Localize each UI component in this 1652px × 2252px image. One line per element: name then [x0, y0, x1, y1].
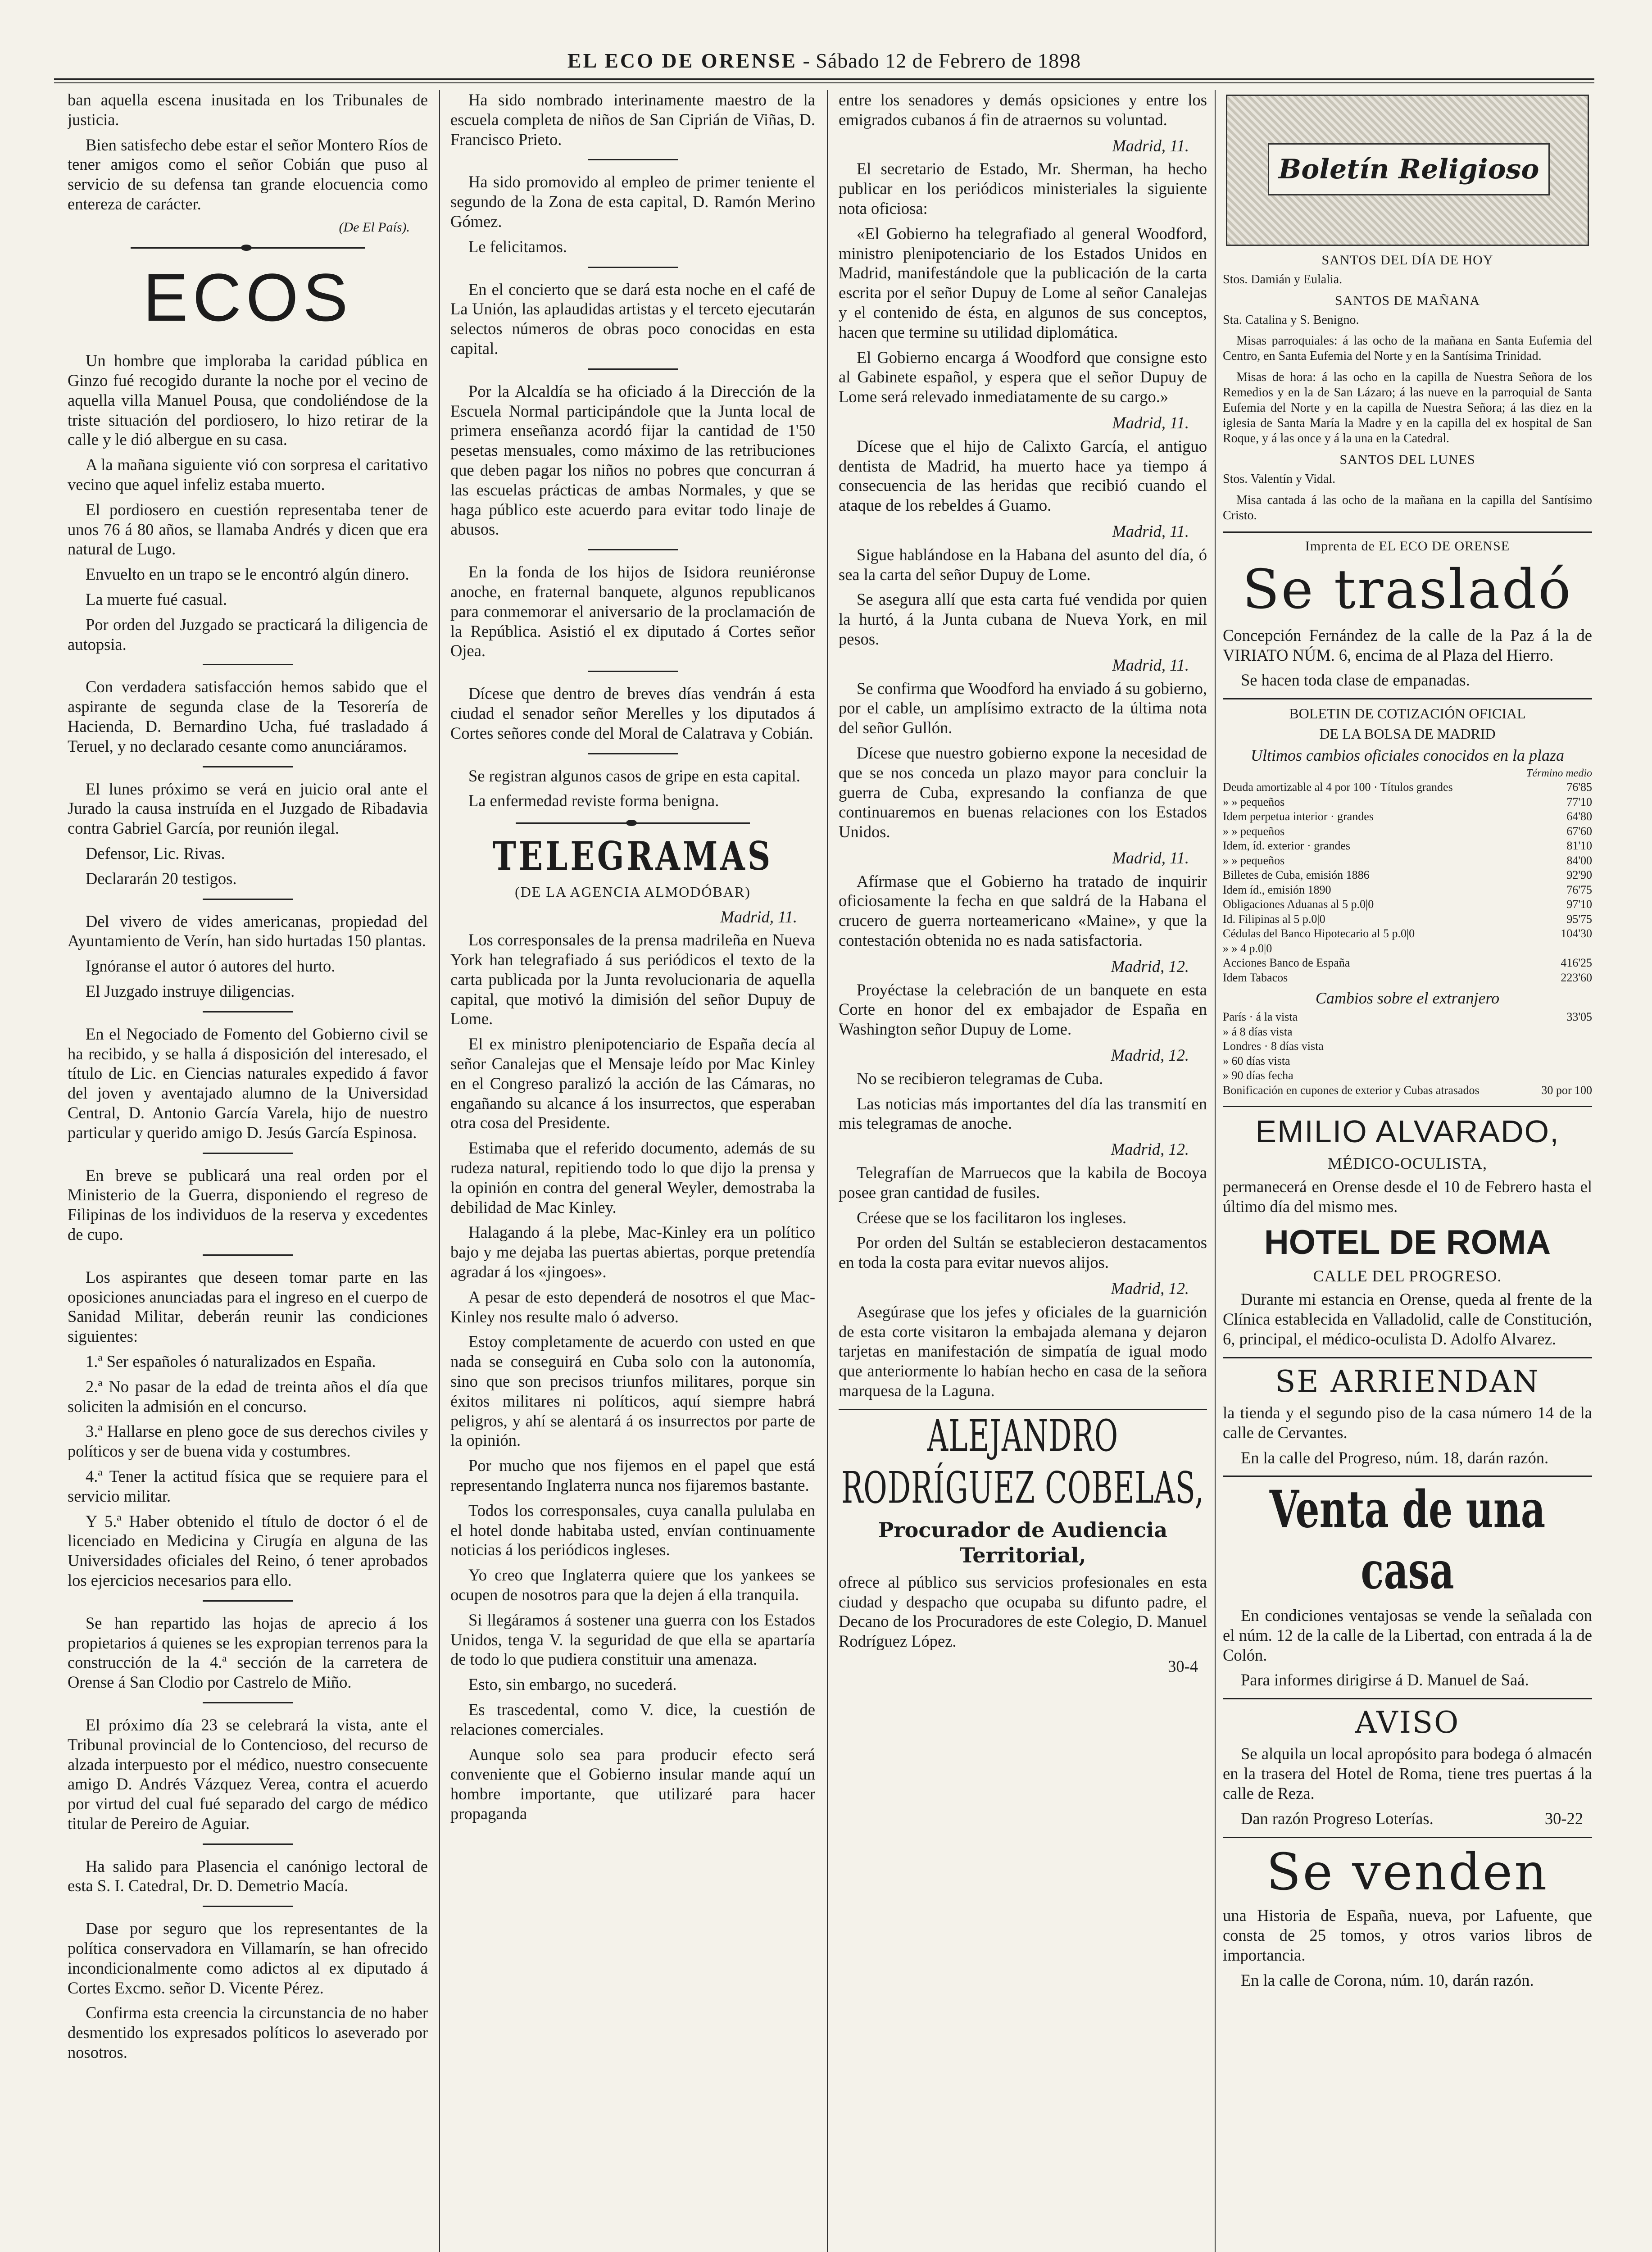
misas-hora: Misas de hora: á las ocho en la capilla de Nuestra Señora de los Remedios y en la de San Lázaro; á las nueve en la parroquial de Santa Eufemia del Norte y en la capilla de Nuestra Señora; á las diez en la iglesia de Santa María la Madre y en la capilla del ex hospital de San Roque, y á las once y á la una en la Catedral.: [1223, 370, 1592, 446]
column-3: [839, 90, 1207, 2252]
paragraph: Aunque solo sea para producir efecto será conveniente que el Gobierno insular mande aquí un hombre importante, que utilizaré para hacer propaganda: [450, 1745, 815, 1823]
quote-label: » 60 días vista: [1223, 1054, 1290, 1067]
telegram-agency: (DE LA AGENCIA ALMODÓBAR): [515, 884, 751, 900]
paragraph: Le felicitamos.: [468, 237, 567, 256]
ad-hotel-street: CALLE DEL PROGRESO.: [1313, 1267, 1502, 1285]
paragraph: Ha sido promovido al empleo de primer teniente el segundo de la Zona de esta capital, D. Ramón Merino Gómez.: [450, 173, 815, 231]
paragraph: «El Gobierno ha telegrafiado al general Woodford, ministro plenipotenciario de los Estados Unidos en Madrid, manifestándole que la publicación de la carta escrita por el señor Dupuy de Lome al señor Canalejas y el contenido de ésta, en algunos de sus conceptos, hacen que termine su utilidad diplomática.: [839, 224, 1207, 341]
item-separator: [203, 1600, 293, 1602]
ad-hotel-title: HOTEL DE ROMA: [1264, 1223, 1551, 1262]
quote-value: [1534, 1039, 1592, 1054]
paragraph: El lunes próximo se verá en juicio oral ante el Jurado la causa instruída en el Juzgado de Ribadavia contra Gabriel García, por reunión ilegal.: [68, 779, 428, 838]
paragraph: Se asegura allí que esta carta fué vendida por quien la hurtó, á la Junta cubana de Nueva York, en mil pesos.: [839, 590, 1207, 648]
quote-row: [1223, 1068, 1592, 1083]
paragraph: En la fonda de los hijos de Isidora reuniéronse anoche, en fraternal banquete, algunos republicanos para conmemorar el aniversario de la proclamación de la República. Asistió el ex diputado á Cortes señor Ojea.: [450, 563, 815, 660]
column-divider: [439, 90, 440, 2252]
paragraph: Por orden del Sultán se establecieron destacamentos en toda la costa para evitar nuevos alijos.: [839, 1233, 1207, 1272]
quote-label: Acciones Banco de España: [1223, 956, 1350, 970]
paragraph: A la mañana siguiente vió con sorpresa el caritativo vecino que aquel infeliz estaba muerto.: [68, 455, 428, 494]
quote-label: Idem Tabacos: [1223, 971, 1288, 984]
paragraph: Dícese que dentro de breves días vendrán á esta ciudad el senador señor Merelles y los diputados á Cortes señores conde del Moral de Calatrava y Cobián.: [450, 684, 815, 742]
masthead: EL ECO DE ORENSE: [567, 49, 797, 72]
quote-value: [1534, 941, 1592, 956]
paragraph: Asegúrase que los jefes y oficiales de la guarnición de esta corte visitaron la embajada alemana y dejaron tarjetas en manifestación de simpatía de igual modo que anteriormente lo habían hecho en casa de la señora marquesa de la Laguna.: [839, 1302, 1207, 1400]
paragraph: El secretario de Estado, Mr. Sherman, ha hecho publicar en los periódicos ministeriales la siguiente nota oficiosa:: [839, 159, 1207, 218]
quote-row: [1223, 941, 1592, 956]
quote-row: [1223, 1025, 1592, 1040]
paragraph: Por orden del Juzgado se practicará la diligencia de autopsia.: [68, 615, 428, 654]
quote-value: 67'60: [1566, 824, 1592, 838]
boletin-religioso-banner: [1226, 95, 1589, 246]
paragraph: Y 5.ª Haber obtenido el título de doctor ó el de licenciado en Medicina y Cirugía en alguna de las Universidades oficiales del Reino, ó tener aprobados los ejercicios necesarios para ello.: [68, 1512, 428, 1589]
section-title-ecos: ECOS: [143, 259, 353, 335]
item-separator: [588, 368, 678, 370]
quote-row: [1223, 912, 1592, 927]
item-separator: [203, 664, 293, 665]
item-separator: [588, 159, 678, 160]
paragraph: Dícese que el hijo de Calixto García, el antiguo dentista de Madrid, ha muerto hace ya tiempo á consecuencia de las heridas que recibió cuando el ataque de los rebeldes á Guamo.: [839, 436, 1207, 515]
paragraph: Ignóranse el autor ó autores del hurto.: [86, 957, 336, 976]
quote-value: 77'10: [1566, 795, 1592, 808]
paragraph: El Juzgado instruye diligencias.: [86, 982, 295, 1000]
santos-manana-heading: SANTOS DE MAÑANA: [1334, 293, 1480, 309]
quote-value: [1534, 1054, 1592, 1069]
termino-medio: Término medio: [1526, 767, 1592, 780]
item-separator: [203, 766, 293, 767]
paragraph: La muerte fué casual.: [86, 590, 227, 609]
paragraph: 1.ª Ser españoles ó naturalizados en España.: [86, 1352, 376, 1371]
quote-row: [1223, 824, 1592, 839]
ad-aviso-text-2: Dan razón Progreso Loterías.: [1241, 1809, 1434, 1828]
paragraph: Los corresponsales de la prensa madrileña en Nueva York han telegrafiado á sus periódicos el texto de la carta publicada por la Junta revolucionaria de aquella capital, que motivó la dimisión del señor Dupuy de Lome.: [450, 931, 815, 1028]
quote-label: Id. Filipinas al 5 p.0|0: [1223, 912, 1325, 926]
header-date: Sábado 12 de Febrero de 1898: [816, 49, 1081, 72]
item-separator: [588, 671, 678, 672]
paragraph: La enfermedad reviste forma benigna.: [468, 791, 719, 810]
item-separator: [588, 267, 678, 268]
item-separator: [203, 899, 293, 900]
paragraph: 2.ª No pasar de la edad de treinta años el día que soliciten la admisión en el concurso.: [68, 1377, 428, 1416]
misa-cantada: Misa cantada á las ocho de la mañana en la capilla del Santísimo Cristo.: [1223, 493, 1592, 522]
bolsa-italic-heading: Ultimos cambios oficiales conocidos en la plaza: [1251, 746, 1564, 765]
ad-venden-text-2: En la calle de Corona, núm. 10, darán razón.: [1241, 1970, 1534, 1989]
santos-manana: Sta. Catalina y S. Benigno.: [1223, 313, 1359, 327]
item-separator: [203, 1254, 293, 1256]
dateline: Madrid, 11.: [1112, 522, 1189, 540]
extranjero-table: [1223, 1010, 1592, 1098]
ad-emilio-title: MÉDICO-OCULISTA,: [1327, 1154, 1488, 1173]
paragraph: En el concierto que se dará esta noche en el café de La Unión, las aplaudidas artistas y el terceto ejecutarán selectos números de obras poco conocidas en esta capital.: [450, 280, 815, 358]
bolsa-table: [1223, 780, 1592, 985]
ad-alejandro-name: ALEJANDRO RODRÍGUEZ COBELAS,: [841, 1411, 1204, 1514]
quote-row: [1223, 1083, 1592, 1098]
paragraph: Defensor, Lic. Rivas.: [86, 844, 225, 863]
quote-value: 64'80: [1566, 810, 1592, 823]
quote-value: 76'85: [1566, 781, 1592, 794]
news-items: [450, 90, 815, 811]
paragraph: El ex ministro plenipotenciario de España decía al señor Canalejas que el Mensaje leído por Mac Kinley en el Congreso paralizó la acción de las Cámaras, no engañando su alcance á los insurrectos, que esperaban otra cosa del Presidente.: [450, 1035, 815, 1132]
ad-traslado-title: Se trasladó: [1242, 558, 1573, 621]
rule: [1223, 1357, 1592, 1358]
ad-alejandro-text: ofrece al público sus servicios profesionales en esta ciudad y despacho que ocupaba su difunto padre, el Decano de los Procuradores de este Colegio, D. Manuel Rodríguez López.: [839, 1572, 1207, 1651]
paragraph: Sigue hablándose en la Habana del asunto del día, ó sea la carta del señor Dupuy de Lome.: [839, 545, 1207, 584]
ad-aviso-title: AVISO: [1355, 1705, 1460, 1740]
quote-label: París · á la vista: [1223, 1010, 1298, 1024]
quote-label: » » pequeños: [1223, 854, 1285, 867]
quote-value: 33'05: [1566, 1010, 1592, 1024]
quote-row: [1223, 926, 1592, 941]
paragraph: Yo creo que Inglaterra quiere que los yankees se ocupen de nosotros para que la dejen á ella tranquila.: [450, 1566, 815, 1604]
quote-row: [1223, 1039, 1592, 1054]
ad-emilio-text: permanecerá en Orense desde el 10 de Febrero hasta el último día del mismo mes.: [1223, 1177, 1592, 1216]
item-separator: [203, 1906, 293, 1907]
ad-arriendan-text: la tienda y el segundo piso de la casa número 14 de la calle de Cervantes.: [1223, 1403, 1592, 1442]
ornament-separator: [131, 247, 365, 249]
boletin-title: Boletín Religioso: [1268, 143, 1550, 195]
dateline: Madrid, 11.: [1112, 655, 1189, 674]
paragraph: El próximo día 23 se celebrará la vista, ante el Tribunal provincial de lo Contencioso, del recurso de alzada interpuesto por el médico, nuestro consecuente amigo D. Andrés Vázquez Verea, contra el acuerdo por virtud del cual fué separado del cargo de médico titular de Pereiro de Aguiar.: [68, 1715, 428, 1833]
santos-hoy: Stos. Damián y Eulalia.: [1223, 272, 1343, 286]
quote-label: » » pequeños: [1223, 824, 1285, 838]
paragraph: Declararán 20 testigos.: [86, 869, 237, 888]
quote-value: 97'10: [1566, 898, 1592, 911]
quote-label: Obligaciones Aduanas al 5 p.0|0: [1223, 898, 1374, 911]
paragraph: Proyéctase la celebración de un banquete en esta Corte en honor del ex embajador de España en Washington señor Dupuy de Lome.: [839, 980, 1207, 1039]
section-title-telegramas: TELEGRAMAS: [492, 832, 773, 880]
quote-label: » á 8 días vista: [1223, 1025, 1293, 1038]
dateline: Madrid, 12.: [1111, 1140, 1189, 1159]
paragraph: Con verdadera satisfacción hemos sabido que el aspirante de segunda clase de la Tesorería de Hacienda, D. Bernardino Ucha, fué trasladado á Teruel, y no declarado cesante como anunciáramos.: [68, 677, 428, 755]
news-items: [68, 351, 428, 2062]
column-divider: [1215, 90, 1216, 2252]
paragraph: A pesar de esto dependerá de nosotros el que Mac-Kinley nos resulte malo ó adverso.: [450, 1287, 815, 1326]
ad-traslado-text-2: Se hacen toda clase de empanadas.: [1241, 671, 1470, 690]
paragraph: En el Negociado de Fomento del Gobierno civil se ha recibido, y se halla á disposición del interesado, el título de Lic. en Ciencias naturales expedido á favor del joven y aventajado alumno de la Universidad Central, D. Antonio García Varela, hijo de nuestro particular y querido amigo D. Jesús García Espinosa.: [68, 1024, 428, 1142]
quote-label: Idem íd., emisión 1890: [1223, 883, 1331, 896]
paragraph: Bien satisfecho debe estar el señor Montero Ríos de tener amigos como el señor Cobián que puso al servicio de su defensa tan grande elocuencia como entereza de carácter.: [68, 135, 428, 213]
quote-row: [1223, 809, 1592, 824]
quote-value: [1534, 1025, 1592, 1040]
dateline: Madrid, 11.: [1112, 413, 1189, 432]
quote-label: Deuda amortizable al 4 por 100 · Títulos grandes: [1223, 781, 1453, 794]
ad-venta-text: En condiciones ventajosas se vende la señalada con el núm. 12 de la calle de la Libertad, con entrada á la de Colón.: [1223, 1606, 1592, 1664]
quote-value: [1534, 1068, 1592, 1083]
page-header: [54, 49, 1594, 75]
paragraph: Ha salido para Plasencia el canónigo lectoral de esta S. I. Catedral, Dr. D. Demetrio Macía.: [68, 1857, 428, 1895]
source-credit: (De El País).: [339, 219, 410, 235]
quote-value: 223'60: [1561, 971, 1592, 984]
paragraph: 4.ª Tener la actitud física que se requiere para el servicio militar.: [68, 1467, 428, 1505]
rule: [1223, 1106, 1592, 1107]
paragraph: Afírmase que el Gobierno ha tratado de inquirir oficiosamente la fecha en que saldrá de la Habana el crucero de guerra norteamericano «Maine», y que la contestación obtenida no es nada satisfactoria.: [839, 872, 1207, 950]
quote-value: 92'90: [1566, 868, 1592, 882]
paragraph: entre los senadores y demás opsiciones y entre los emigrados cubanos á fin de atraernos su voluntad.: [839, 91, 1207, 129]
column-divider: [827, 90, 828, 2252]
rule: [1223, 531, 1592, 533]
santos-lunes-heading: SANTOS DEL LUNES: [1339, 452, 1475, 468]
paragraph: Estimaba que el referido documento, además de su rudeza natural, repitiendo todo lo que dijo la prensa y la opinión en contra del general Weyler, demostraba la debilidad de Mac Kinley.: [450, 1139, 815, 1217]
quote-row: [1223, 971, 1592, 985]
paragraph: En breve se publicará una real orden por el Ministerio de la Guerra, disponiendo el regreso de Filipinas de los individuos de la reserva y excedentes de cupo.: [68, 1166, 428, 1244]
ad-traslado-text: Concepción Fernández de la calle de la Paz á la de VIRIATO NÚM. 6, encima de al Plaza del Hierro.: [1223, 626, 1592, 664]
rule: [839, 1409, 1207, 1410]
quote-label: Idem perpetua interior · grandes: [1223, 810, 1374, 823]
quote-label: Londres · 8 días vista: [1223, 1040, 1324, 1053]
rule: [1223, 1837, 1592, 1838]
paragraph: Dícese que nuestro gobierno expone la necesidad de que se nos conceda un plazo mayor para concluir la guerra de Cuba, expresando la confianza de que continuaremos en buenas relaciones con los Estados Unidos.: [839, 743, 1207, 841]
quote-value: 416'25: [1561, 956, 1592, 970]
quote-label: Bonificación en cupones de exterior y Cubas atrasados: [1223, 1083, 1480, 1097]
santos-lunes: Stos. Valentín y Vidal.: [1223, 472, 1336, 486]
paragraph: Créese que se los facilitaron los ingleses.: [857, 1208, 1127, 1227]
quote-value: 30 por 100: [1541, 1083, 1592, 1097]
paragraph: Las noticias más importantes del día las transmití en mis telegramas de anoche.: [839, 1094, 1207, 1133]
quote-row: [1223, 854, 1592, 868]
santos-hoy-heading: SANTOS DEL DÍA DE HOY: [1321, 253, 1493, 268]
ornament-separator: [516, 822, 750, 824]
bolsa-heading: BOLETIN DE COTIZACIÓN OFICIAL: [1289, 705, 1526, 722]
dateline: Madrid, 11.: [1112, 848, 1189, 867]
column-2: [450, 90, 815, 2252]
paragraph: Estoy completamente de acuerdo con usted en que nada se conseguirá en Cuba solo con la autonomía, sino que son precisos triunfos militares, porque sin éxitos militares ni políticos, aquí siempre habrá peligros, y ahí se alentará á os insurrectos por parte de la opinión.: [450, 1332, 815, 1450]
ad-venden-title: Se venden: [1266, 1843, 1549, 1902]
rule: [1223, 698, 1592, 699]
dateline: Madrid, 11.: [720, 907, 797, 926]
paragraph: El pordiosero en cuestión representaba tener de unos 76 á 80 años, se llamaba Andrés y dicen que era natural de Lugo.: [68, 500, 428, 558]
bolsa-subheading: DE LA BOLSA DE MADRID: [1319, 725, 1496, 742]
ad-arriendan-title: SE ARRIENDAN: [1275, 1364, 1540, 1399]
item-separator: [203, 1011, 293, 1012]
extranjero-heading: Cambios sobre el extranjero: [1315, 989, 1500, 1008]
paragraph: Por la Alcaldía se ha oficiado á la Dirección de la Escuela Normal participándole que la Junta local de primera enseñanza acordó fijar la cantidad de 1'50 pesetas mensuales, como máximo de las retribuciones que deben pagar los niños no pobres que concurran á las escuelas prácticas de ambas Normales, y que se haga público este acuerdo para evitar todo linaje de abusos.: [450, 381, 815, 539]
quote-label: Cédulas del Banco Hipotecario al 5 p.0|0: [1223, 927, 1415, 940]
paragraph: Se han repartido las hojas de aprecio á los propietarios á quienes se les expropian terrenos para la construcción de la 4.ª sección de la carretera de Orense á San Clodio por Castrelo de Miño.: [68, 1613, 428, 1692]
quote-row: [1223, 780, 1592, 795]
paragraph: 3.ª Hallarse en pleno goce de sus derechos civiles y políticos y ser de buena vida y costumbres.: [68, 1422, 428, 1461]
paragraph: Halagando á la plebe, Mac-Kinley era un político bajo y me dejaba las puertas abiertas, porque pretendía agradar á los «jingoes».: [450, 1223, 815, 1281]
column-1: [68, 90, 428, 2252]
paragraph: Esto, sin embargo, no sucederá.: [468, 1675, 677, 1694]
quote-row: [1223, 1010, 1592, 1025]
quote-row: [1223, 1054, 1592, 1069]
quote-label: » » 4 p.0|0: [1223, 941, 1272, 955]
ad-aviso-text: Se alquila un local apropósito para bodega ó almacén en la trasera del Hotel de Roma, tiene tres puertas á la calle de Reza.: [1223, 1744, 1592, 1803]
paragraph: Confirma esta creencia la circunstancia de no haber desmentido los expresados políticos lo aseverado por nosotros.: [68, 2003, 428, 2062]
paragraph: Se registran algunos casos de gripe en esta capital.: [468, 766, 800, 785]
rule: [1223, 1698, 1592, 1699]
header-rule: [54, 78, 1594, 83]
quote-label: Billetes de Cuba, emisión 1886: [1223, 868, 1370, 882]
ad-alejandro-title: Procurador de Audiencia Territorial,: [878, 1518, 1168, 1567]
paragraph: Se confirma que Woodford ha enviado á su gobierno, por el cable, un amplísimo extracto de la última nota del señor Gullón.: [839, 679, 1207, 737]
ad-venden-text: una Historia de España, nueva, por Lafuente, que consta de 25 tomos, y otros varios libros de importancia.: [1223, 1906, 1592, 1964]
quote-value: 81'10: [1566, 839, 1592, 853]
quote-label: » 90 días fecha: [1223, 1069, 1293, 1082]
paragraph: Es trascedental, como V. dice, la cuestión de relaciones comerciales.: [450, 1700, 815, 1739]
quote-row: [1223, 897, 1592, 912]
dateline: Madrid, 12.: [1111, 1046, 1189, 1065]
column-4: [1223, 90, 1592, 2252]
item-separator: [588, 549, 678, 550]
ad-arriendan-text-2: En la calle del Progreso, núm. 18, darán razón.: [1241, 1448, 1549, 1467]
quote-row: [1223, 883, 1592, 898]
quote-row: [1223, 795, 1592, 810]
item-separator: [588, 753, 678, 754]
quote-row: [1223, 868, 1592, 883]
item-separator: [203, 1153, 293, 1154]
ad-code: 30-22: [1544, 1809, 1583, 1828]
ad-venta-title: Venta de una casa: [1269, 1479, 1546, 1601]
telegram-body: [450, 930, 815, 1823]
dateline: Madrid, 12.: [1111, 957, 1189, 976]
quote-row: [1223, 956, 1592, 971]
paragraph: Todos los corresponsales, cuya canalla pululaba en el hotel donde habitaba usted, envían continuamente noticias á los periódicos ingleses.: [450, 1501, 815, 1559]
ad-hotel-text: Durante mi estancia en Orense, queda al frente de la Clínica establecida en Valladolid, calle de Constitución, 6, principal, el médico-oculista D. Adolfo Alvarez.: [1223, 1290, 1592, 1348]
paragraph: Ha sido nombrado interinamente maestro de la escuela completa de niños de San Ciprián de Viñas, D. Francisco Prieto.: [450, 91, 815, 149]
ad-venta-text-2: Para informes dirigirse á D. Manuel de Saá.: [1241, 1671, 1529, 1689]
header-dash: -: [803, 49, 816, 72]
quote-value: 104'30: [1561, 927, 1592, 940]
item-separator: [203, 1702, 293, 1703]
paragraph: Si llegáramos á sostener una guerra con los Estados Unidos, tenga V. la seguridad de que ella se apartaría de todo lo que pudiera constituir una amenaza.: [450, 1610, 815, 1669]
ad-code: 30-4: [1168, 1657, 1198, 1675]
misas-parroquiales: Misas parroquiales: á las ocho de la mañana en Santa Eufemia del Centro, en Santa Eufemia del Norte y en la Santísima Trinidad.: [1223, 334, 1592, 363]
quote-row: [1223, 839, 1592, 854]
ad-emilio-name: EMILIO ALVARADO,: [1255, 1114, 1560, 1149]
paragraph: El Gobierno encarga á Woodford que consigne esto al Gabinete español, y espera que el señor Dupuy de Lome será relevado inmediatamente de su cargo.»: [839, 348, 1207, 406]
paragraph: Un hombre que imploraba la caridad pública en Ginzo fué recogido durante la noche por el vecino de aquella villa Manuel Pousa, que condoliéndose de la triste situación del pordiosero, lo hizo retirar de la calle y le dió albergue en su casa.: [68, 351, 428, 449]
telegram-blocks: [839, 136, 1207, 1401]
ad-aviso-footer: [1223, 1809, 1592, 1829]
paragraph: Por mucho que nos fijemos en el papel que está representando Inglaterra nunca nos fijaremos bastante.: [450, 1456, 815, 1495]
quote-value: 95'75: [1566, 912, 1592, 926]
paragraph: Dase por seguro que los representantes de la política conservadora en Villamarín, se han ofrecido incondicionalmente como adictos al ex diputado á Cortes Excmo. señor D. Vicente Pérez.: [68, 1919, 428, 1997]
paragraph: Los aspirantes que deseen tomar parte en las oposiciones anunciadas para el ingreso en el cuerpo de Sanidad Militar, deberán reunir las condiciones siguientes:: [68, 1267, 428, 1346]
rule: [1223, 1476, 1592, 1477]
paragraph: No se recibieron telegramas de Cuba.: [857, 1069, 1103, 1088]
quote-label: Idem, íd. exterior · grandes: [1223, 839, 1351, 853]
item-separator: [203, 1843, 293, 1845]
dateline: Madrid, 11.: [1112, 136, 1189, 155]
quote-value: 84'00: [1566, 854, 1592, 867]
quote-value: 76'75: [1566, 883, 1592, 896]
paragraph: Del vivero de vides americanas, propiedad del Ayuntamiento de Verín, han sido hurtadas 150 plantas.: [68, 912, 428, 950]
imprenta-notice: Imprenta de EL ECO DE ORENSE: [1305, 538, 1510, 554]
paragraph: Telegrafían de Marruecos que la kabila de Bocoya posee gran cantidad de fusiles.: [839, 1163, 1207, 1202]
quote-label: » » pequeños: [1223, 795, 1285, 808]
dateline: Madrid, 12.: [1111, 1279, 1189, 1298]
paragraph: ban aquella escena inusitada en los Tribunales de justicia.: [68, 91, 428, 129]
paragraph: Envuelto en un trapo se le encontró algún dinero.: [86, 565, 409, 584]
